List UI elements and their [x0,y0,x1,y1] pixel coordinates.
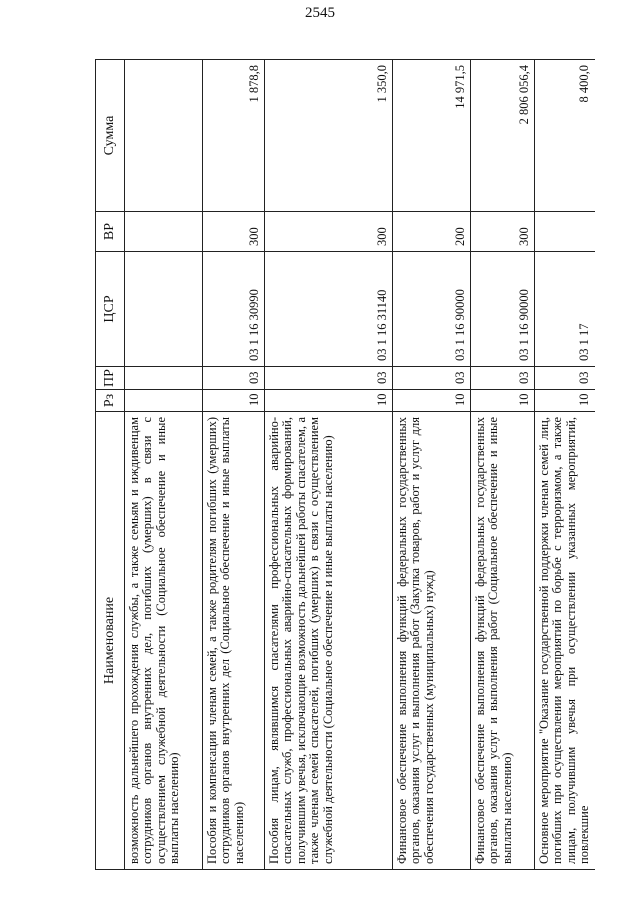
row-pr: 03 [535,367,595,390]
row-name: Пособия и компенсации членам семей, а также родителям погибших (умерших) сотрудников органов внутренних дел (Социальное обеспечение и иные выплаты населению) [203,412,265,870]
row-name: Пособия лицам, являвшимся спасателями профессиональных аварийно-спасательных служб, профессиональных аварийно-спасательных формирований, получившим увечья, исключающие возможность дальнейшей работы спасателем, а также членам семей спасателей, погибших (умерших) в связи с осуществлением служебной деятельности (Социальное обеспечение и иные выплаты населению) [265,412,393,870]
header-rz: Рз [96,390,125,412]
row-name: возможность дальнейшего прохождения службы, а также семьям и иждивенцам сотрудников органов внутренних дел, погибших (умерших) в связи с осуществлением служебной деятельности (Социальное обеспечение и иные выплаты населению) [125,412,203,870]
table-row [535,60,595,870]
page-number: 2545 [305,5,335,21]
row-sum: 14 971,5 [393,60,471,212]
row-rz: 10 [535,390,595,412]
table-row [265,60,393,870]
header-pr: ПР [96,367,125,390]
row-vr [535,212,595,252]
row-vr: 200 [393,212,471,252]
row-vr: 300 [203,212,265,252]
rotated-table-container [95,60,592,870]
row-sum: 1 878,8 [203,60,265,212]
row-csr: 03 1 16 30990 [203,252,265,367]
row-rz [125,390,203,412]
row-name: Финансовое обеспечение выполнения функций федеральных государственных органов, оказания услуг и выполнения работ (Закупка товаров, работ и услуг для обеспечения государственных (муниципальных) нужд) [393,412,471,870]
row-sum [125,60,203,212]
row-sum: 8 400,0 [535,60,595,212]
row-vr: 300 [471,212,535,252]
table-row [125,60,203,870]
table-row [393,60,471,870]
table-row [471,60,535,870]
row-csr: 03 1 17 [535,252,595,367]
row-csr: 03 1 16 31140 [265,252,393,367]
row-pr: 03 [393,367,471,390]
row-pr [125,367,203,390]
header-vr: ВР [96,212,125,252]
row-csr: 03 1 16 90000 [471,252,535,367]
table-header-row [96,60,125,870]
row-pr: 03 [265,367,393,390]
row-csr: 03 1 16 90000 [393,252,471,367]
row-name: Основное мероприятие "Оказание государственной поддержки членам семей лиц, погибших при осуществлении мероприятий по борьбе с терроризмом, а также лицам, получившим увечья при осуществлении указанных мероприятий, повлекшие [535,412,595,870]
row-rz: 10 [203,390,265,412]
budget-table [95,59,595,870]
table-row [203,60,265,870]
row-rz: 10 [393,390,471,412]
header-sum: Сумма [96,60,125,212]
header-name: Наименование [96,412,125,870]
row-vr [125,212,203,252]
row-csr [125,252,203,367]
row-sum: 1 350,0 [265,60,393,212]
row-sum: 2 806 056,4 [471,60,535,212]
row-name: Финансовое обеспечение выполнения функций федеральных государственных органов, оказания услуг и выполнения работ (Социальное обеспечение и иные выплаты населению) [471,412,535,870]
row-rz: 10 [265,390,393,412]
row-rz: 10 [471,390,535,412]
header-csr: ЦСР [96,252,125,367]
row-pr: 03 [471,367,535,390]
row-pr: 03 [203,367,265,390]
row-vr: 300 [265,212,393,252]
